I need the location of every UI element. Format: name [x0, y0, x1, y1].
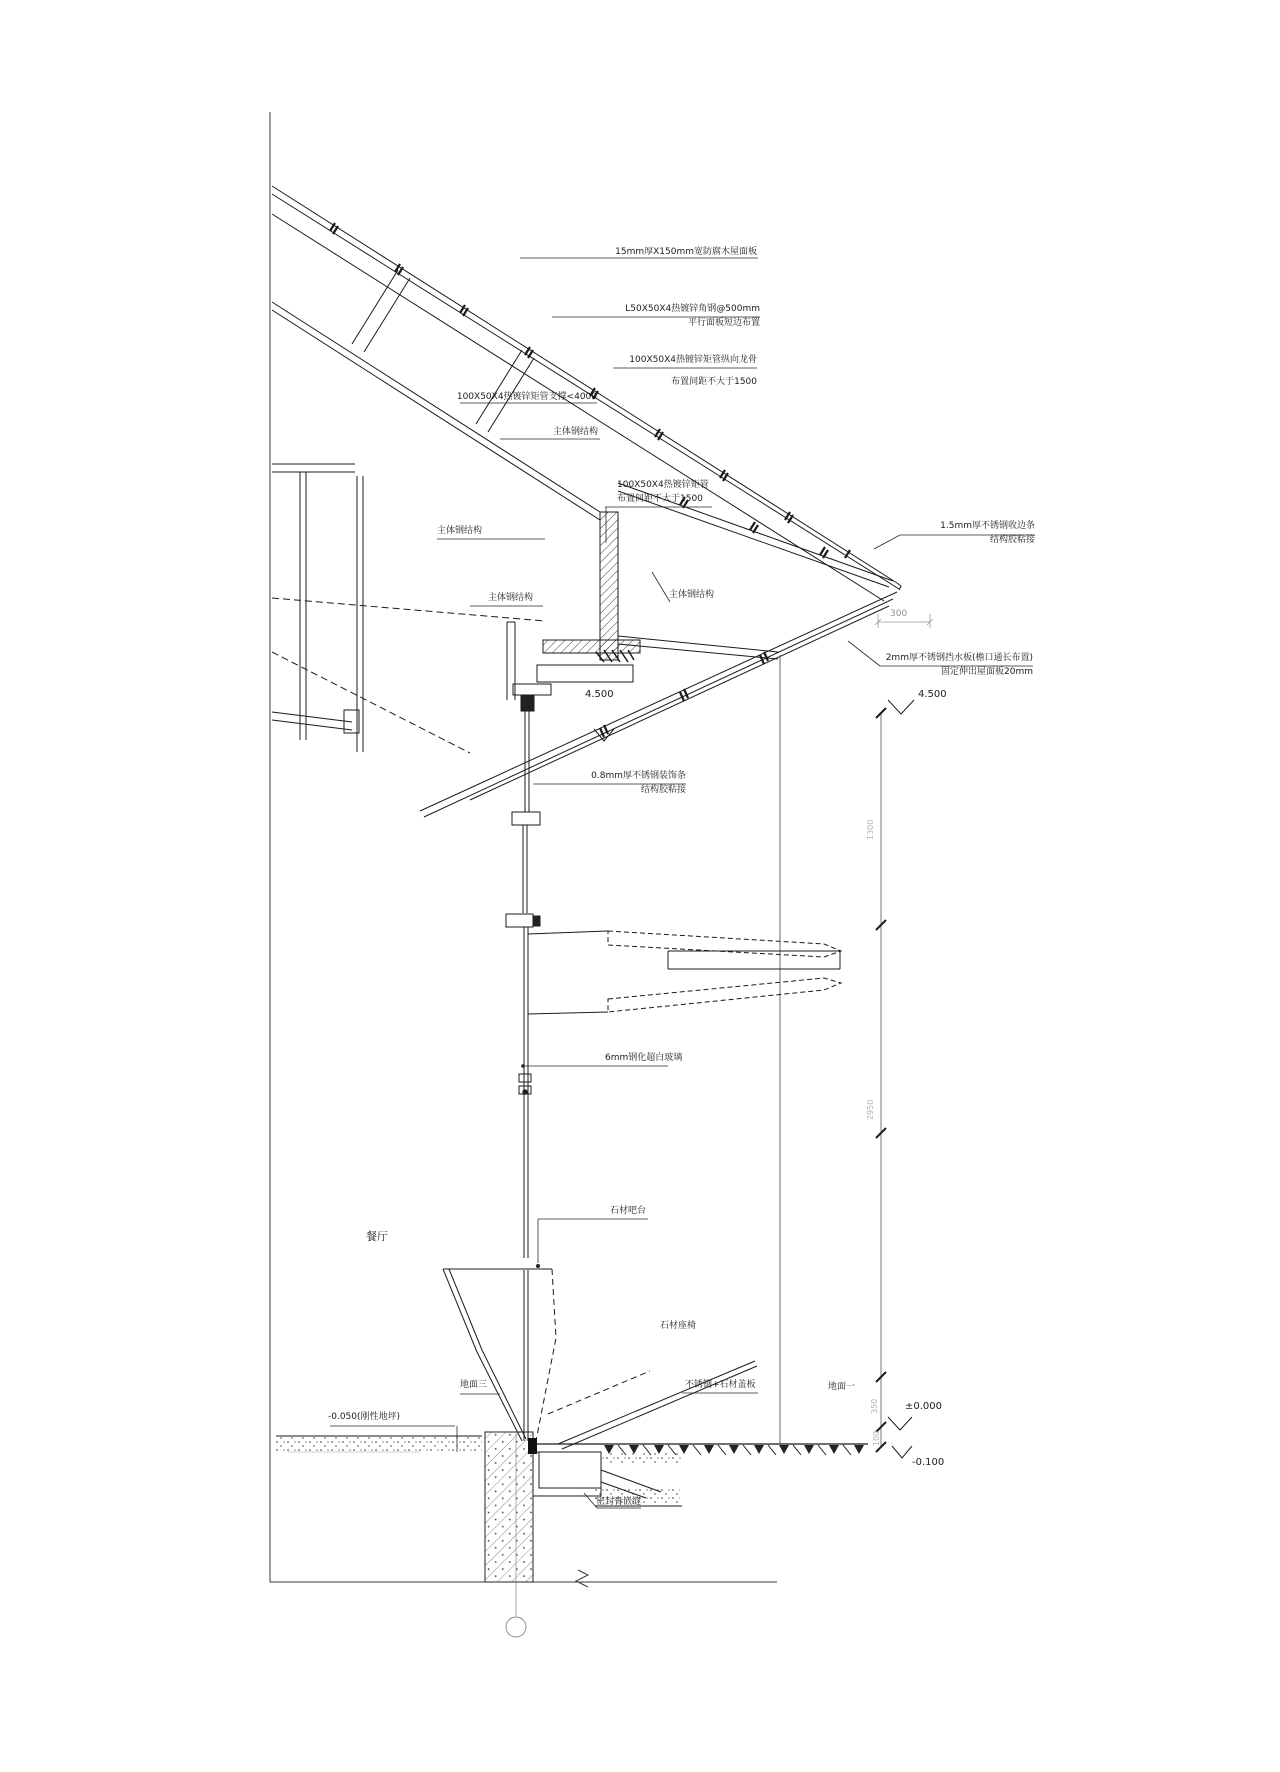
level-eave-left: 4.500	[585, 689, 614, 700]
label-angle-steel-line2: 平行面板短边布置	[687, 318, 760, 328]
label-angle-steel-line1: L50X50X4热镀锌角钢@500mm	[625, 304, 760, 314]
label-main-steel-4: 主体钢结构	[669, 590, 715, 600]
dim-vertical-3: 350	[870, 1398, 879, 1414]
label-dining-room: 餐厅	[366, 1230, 388, 1243]
label-rigid-floor: -0.050(刚性地坪)	[328, 1412, 401, 1422]
dim-vertical-2: 2950	[866, 1099, 875, 1120]
label-main-steel-1: 主体钢结构	[553, 427, 599, 437]
dim-eave-offset: 300	[890, 609, 908, 619]
level-ground-minus: -0.100	[912, 1457, 945, 1468]
label-roof-panel: 15mm厚X150mm宽防腐木屋面板	[615, 247, 757, 257]
label-floor-one: 地面一	[828, 1382, 856, 1392]
label-cover-plate: 不锈钢+石材盖板	[685, 1380, 756, 1390]
label-purlin-longitudinal: 100X50X4热镀锌矩管纵向龙骨 布置间距不大于1500	[629, 355, 757, 387]
label-purlin: 100X50X4热镀锌矩管 布置间距不大于1500	[617, 480, 709, 504]
level-eave-right: 4.500	[918, 689, 947, 700]
label-edge-trim: 1.5mm厚不锈钢收边条 结构胶粘接	[940, 521, 1035, 545]
label-water-board: 2mm厚不锈钢挡水板(檐口通长布置) 固定伸出屋面板20mm	[885, 653, 1033, 677]
label-main-steel-2: 主体钢结构	[437, 526, 483, 536]
label-sealant: 密封膏嵌缝	[596, 1497, 642, 1507]
label-glass: 6mm钢化超白玻璃	[605, 1053, 683, 1063]
level-ground-zero: ±0.000	[905, 1401, 943, 1412]
label-floor-three: 地面三	[460, 1380, 488, 1390]
label-main-steel-3: 主体钢结构	[488, 593, 534, 603]
label-angle-steel	[625, 302, 760, 330]
label-purlin-support: 100X50X4热镀锌矩管支撑<4000	[456, 392, 597, 402]
dim-vertical-4: 100	[872, 1430, 881, 1446]
dim-vertical-1: 1300	[866, 819, 875, 840]
label-stone-bar: 石材吧台	[610, 1206, 647, 1216]
label-stone-bench: 石材座椅	[660, 1321, 697, 1331]
label-deco-strip: 0.8mm厚不锈钢装饰条 结构胶粘接	[591, 771, 686, 795]
